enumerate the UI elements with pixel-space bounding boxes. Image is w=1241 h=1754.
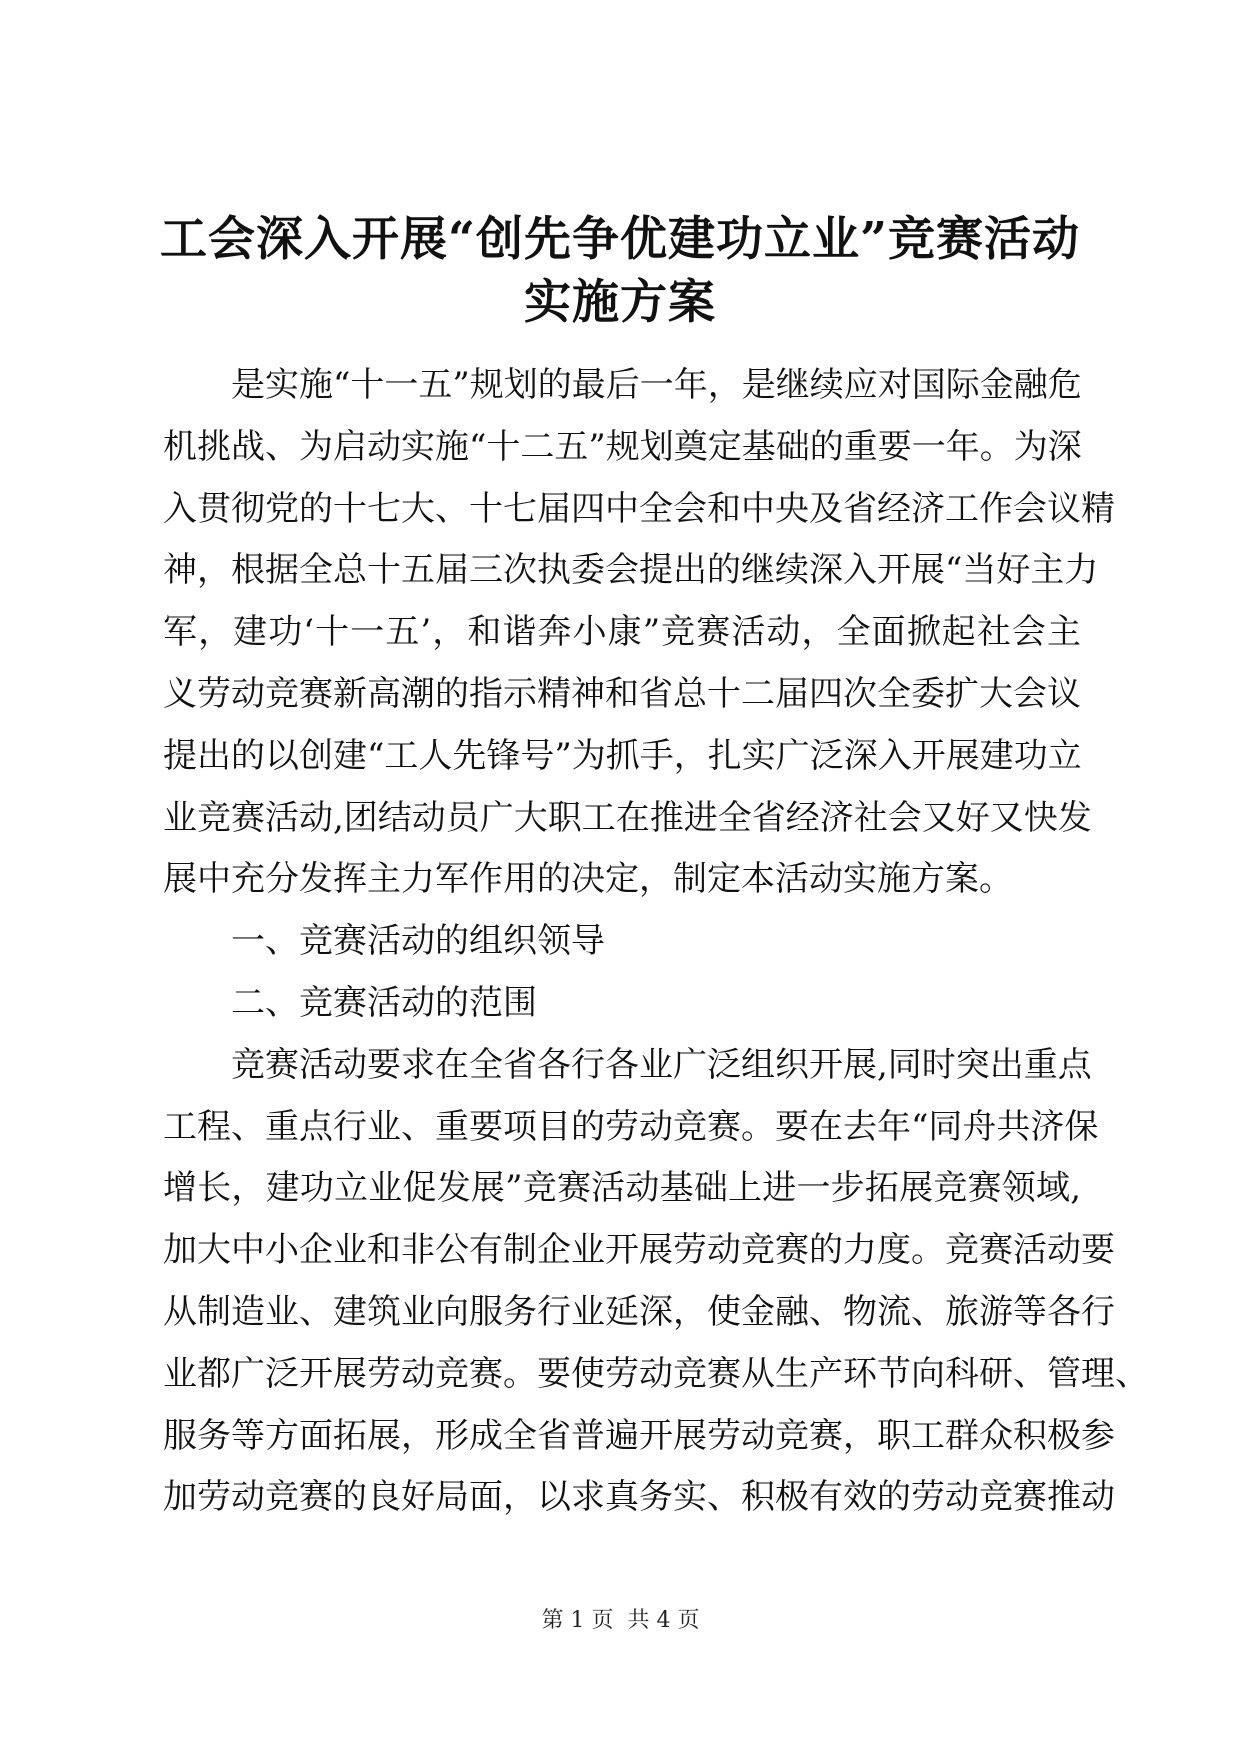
body-line: 加劳动竞赛的良好局面，以求真务实、积极有效的劳动竞赛推动 [163, 1477, 1115, 1518]
document-body [163, 355, 1149, 1529]
title-line-2: 实施方案 [524, 275, 716, 330]
body-line: 神，根据全总十五届三次执委会提出的继续深入开展“当好主力 [163, 550, 1099, 591]
section-heading-2: 二、竞赛活动的范围 [231, 982, 537, 1023]
body-line: 业竞赛活动,团结动员广大职工在推进全省经济社会又好又快发 [163, 797, 1092, 838]
body-line: 从制造业、建筑业向服务行业延深，使金融、物流、旅游等各行 [163, 1291, 1115, 1332]
document-title [120, 208, 1120, 334]
body-line: 军，建功‘十一五’，和谐奔小康”竞赛活动，全面掀起社会主 [163, 612, 1081, 653]
page-footer [0, 1606, 1241, 1636]
page-number-label: 第 1 页 共 4 页 [541, 1608, 700, 1633]
section-heading-1: 一、竞赛活动的组织领导 [231, 921, 605, 962]
body-line: 服务等方面拓展，形成全省普遍开展劳动竞赛，职工群众积极参 [163, 1415, 1115, 1456]
body-line: 机挑战、为启动实施“十二五”规划奠定基础的重要一年。为深 [163, 426, 1082, 467]
body-line: 加大中小企业和非公有制企业开展劳动竞赛的力度。竞赛活动要 [163, 1230, 1115, 1271]
body-line: 增长，建功立业促发展”竞赛活动基础上进一步拓展竞赛领域, [163, 1168, 1081, 1209]
body-line: 竞赛活动要求在全省各行各业广泛组织开展,同时突出重点 [231, 1044, 1092, 1085]
body-line: 义劳动竞赛新高潮的指示精神和省总十二届四次全委扩大会议 [163, 673, 1081, 714]
body-line: 展中充分发挥主力军作用的决定，制定本活动实施方案。 [163, 859, 1013, 900]
body-line: 入贯彻党的十七大、十七届四中全会和中央及省经济工作会议精 [163, 488, 1115, 529]
title-line-1: 工会深入开展“创先争优建功立业”竞赛活动 [159, 212, 1081, 267]
body-line: 提出的以创建“工人先锋号”为抓手，扎实广泛深入开展建功立 [163, 735, 1082, 776]
body-line: 工程、重点行业、重要项目的劳动竞赛。要在去年“同舟共济保 [163, 1106, 1099, 1147]
body-line: 业都广泛开展劳动竞赛。要使劳动竞赛从生产环节向科研、管理、 [163, 1353, 1149, 1394]
body-line: 是实施“十一五”规划的最后一年，是继续应对国际金融危 [231, 365, 1082, 405]
